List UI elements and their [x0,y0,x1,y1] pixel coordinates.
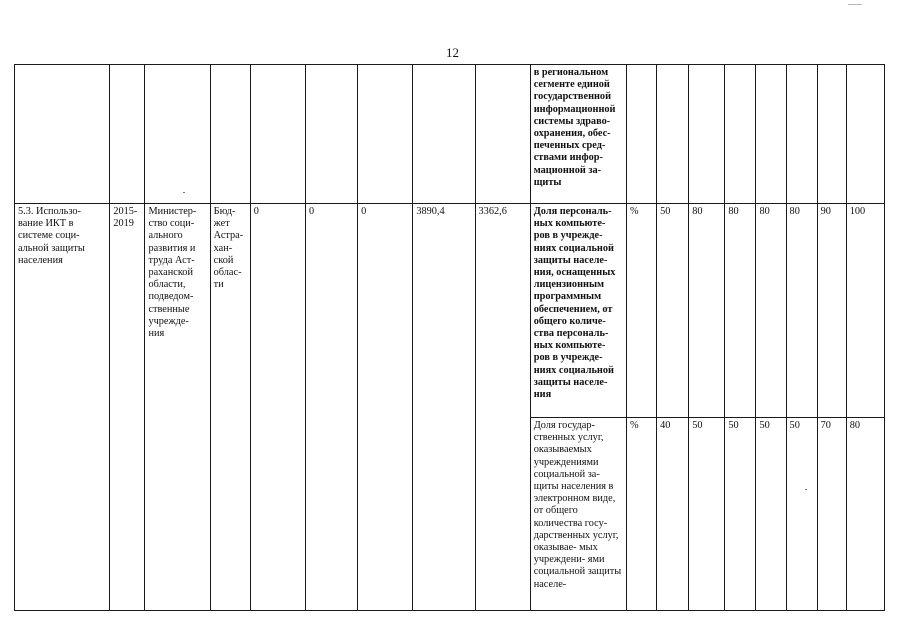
source-cell: Бюд- жет Астра- хан- ской облас- ти [210,204,250,611]
value-cell: 50 [657,204,689,418]
funding-cell: 3362,6 [475,204,530,611]
value-cell: 80 [689,204,725,418]
funding-cell: 3890,4 [413,204,475,611]
value-cell: 40 [657,418,689,611]
value-cell [657,65,689,204]
value-cell: 80 [756,204,786,418]
table-row [15,204,885,418]
executor-cell: Министер- ство соци- ального развития и труда Аст- раханской области, подведом- ственные учрежде- ния [145,204,210,611]
indicator-cell: Доля персональ- ных компьюте- ров в учрежде- ниях социальной защиты населе- ния, оснащенных лицензионным программным обеспечением, от общего количе- ства персональ- ных компьюте- ров в учрежде- ниях социальной защиты населе- ния [530,204,626,418]
value-cell: 50 [786,418,817,611]
funding-cell: 0 [250,204,305,611]
value-cell: 80 [725,204,756,418]
period-cell [110,65,145,204]
value-cell [786,65,817,204]
program-measures-table [14,64,885,611]
value-cell: 70 [817,418,846,611]
value-cell: 50 [725,418,756,611]
value-cell [725,65,756,204]
indicator-cell: Доля государ- ственных услуг, оказываемых учреждениями социальной за- щиты населения в электронном виде, от общего количества госу- дарственных услуг, оказывае- мых учреждени- ями социальной защиты населе- [530,418,626,611]
source-cell [210,65,250,204]
funding-cell [358,65,413,204]
value-cell: 100 [846,204,884,418]
unit-cell: % [627,204,657,418]
funding-cell [305,65,357,204]
value-cell: 80 [846,418,884,611]
value-cell [817,65,846,204]
table-row [15,65,885,204]
indicator-cell: в региональном сегменте единой государственной информационной системы здраво- охранения, обес- печенных сред- ствами инфор- мационной за- щиты [530,65,626,204]
page-number: 12 [446,45,459,60]
scan-speck [805,489,807,490]
executor-cell [145,65,210,204]
value-cell: 80 [786,204,817,418]
scan-speck [183,192,185,193]
funding-cell [413,65,475,204]
unit-cell [627,65,657,204]
value-cell [689,65,725,204]
funding-cell [475,65,530,204]
measure-cell [15,65,110,204]
funding-cell [250,65,305,204]
value-cell [756,65,786,204]
value-cell: 90 [817,204,846,418]
value-cell: 50 [689,418,725,611]
scan-speck [848,4,862,5]
measure-cell: 5.3. Использо- вание ИКТ в системе соци- альной защиты населения [15,204,110,611]
unit-cell: % [627,418,657,611]
value-cell: 50 [756,418,786,611]
funding-cell: 0 [305,204,357,611]
funding-cell: 0 [358,204,413,611]
period-cell: 2015- 2019 [110,204,145,611]
value-cell [846,65,884,204]
